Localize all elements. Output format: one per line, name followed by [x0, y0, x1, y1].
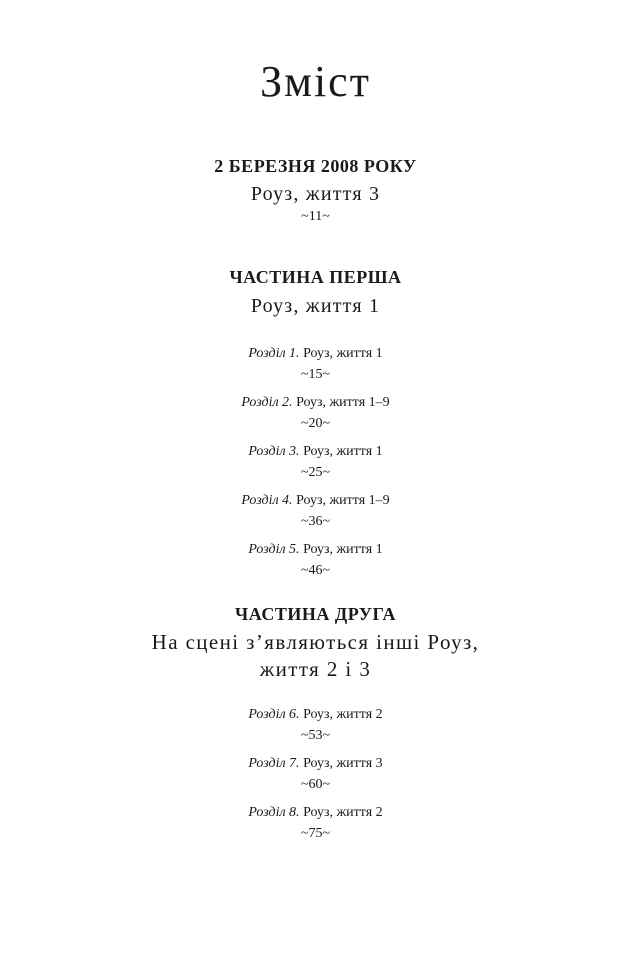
chapter-7-page: ~60~ — [300, 777, 331, 792]
chapter-8-page: ~75~ — [300, 826, 331, 841]
part2-subtitle-line2: життя 2 і 3 — [259, 657, 372, 681]
part2-heading: ЧАСТИНА ДРУГА — [235, 604, 396, 624]
prologue-heading: 2 БЕРЕЗНЯ 2008 РОКУ — [214, 156, 417, 176]
chapter-title: Роуз, життя 2 — [299, 805, 383, 820]
chapter-label: Розділ 2. — [241, 395, 293, 410]
chapter-2-page: ~20~ — [300, 416, 331, 431]
chapter-3-page: ~25~ — [300, 465, 331, 480]
chapter-title: Роуз, життя 2 — [299, 707, 383, 722]
chapter-label: Розділ 1. — [248, 346, 300, 361]
chapter-5 — [0, 540, 631, 560]
chapter-3 — [0, 442, 631, 462]
chapter-label: Розділ 6. — [248, 707, 300, 722]
chapter-title: Роуз, життя 1 — [299, 542, 383, 557]
page-title: Зміст — [260, 57, 371, 106]
prologue-subtitle: Роуз, життя 3 — [250, 183, 381, 205]
chapter-label: Розділ 5. — [248, 542, 300, 557]
chapter-6 — [0, 705, 631, 725]
chapter-4 — [0, 491, 631, 511]
chapter-title: Роуз, життя 1 — [299, 346, 383, 361]
chapter-2 — [0, 393, 631, 413]
chapter-5-page: ~46~ — [300, 563, 331, 578]
chapter-label: Розділ 3. — [248, 444, 300, 459]
chapter-4-page: ~36~ — [300, 514, 331, 529]
part2-subtitle-line1: На сцені з’являються інші Роуз, — [151, 630, 480, 654]
chapter-6-page: ~53~ — [300, 728, 331, 743]
part1-subtitle: Роуз, життя 1 — [250, 295, 381, 317]
chapter-title: Роуз, життя 3 — [299, 756, 383, 771]
chapter-title: Роуз, життя 1–9 — [292, 395, 390, 410]
chapter-1-page: ~15~ — [300, 367, 331, 382]
chapter-1 — [0, 344, 631, 364]
part1-heading: ЧАСТИНА ПЕРША — [229, 267, 402, 287]
chapter-label: Розділ 8. — [248, 805, 300, 820]
prologue-page: ~11~ — [301, 209, 330, 224]
chapter-title: Роуз, життя 1 — [299, 444, 383, 459]
chapter-7 — [0, 754, 631, 774]
chapter-label: Розділ 7. — [248, 756, 300, 771]
chapter-8 — [0, 803, 631, 823]
chapter-title: Роуз, життя 1–9 — [292, 493, 390, 508]
chapter-label: Розділ 4. — [241, 493, 293, 508]
